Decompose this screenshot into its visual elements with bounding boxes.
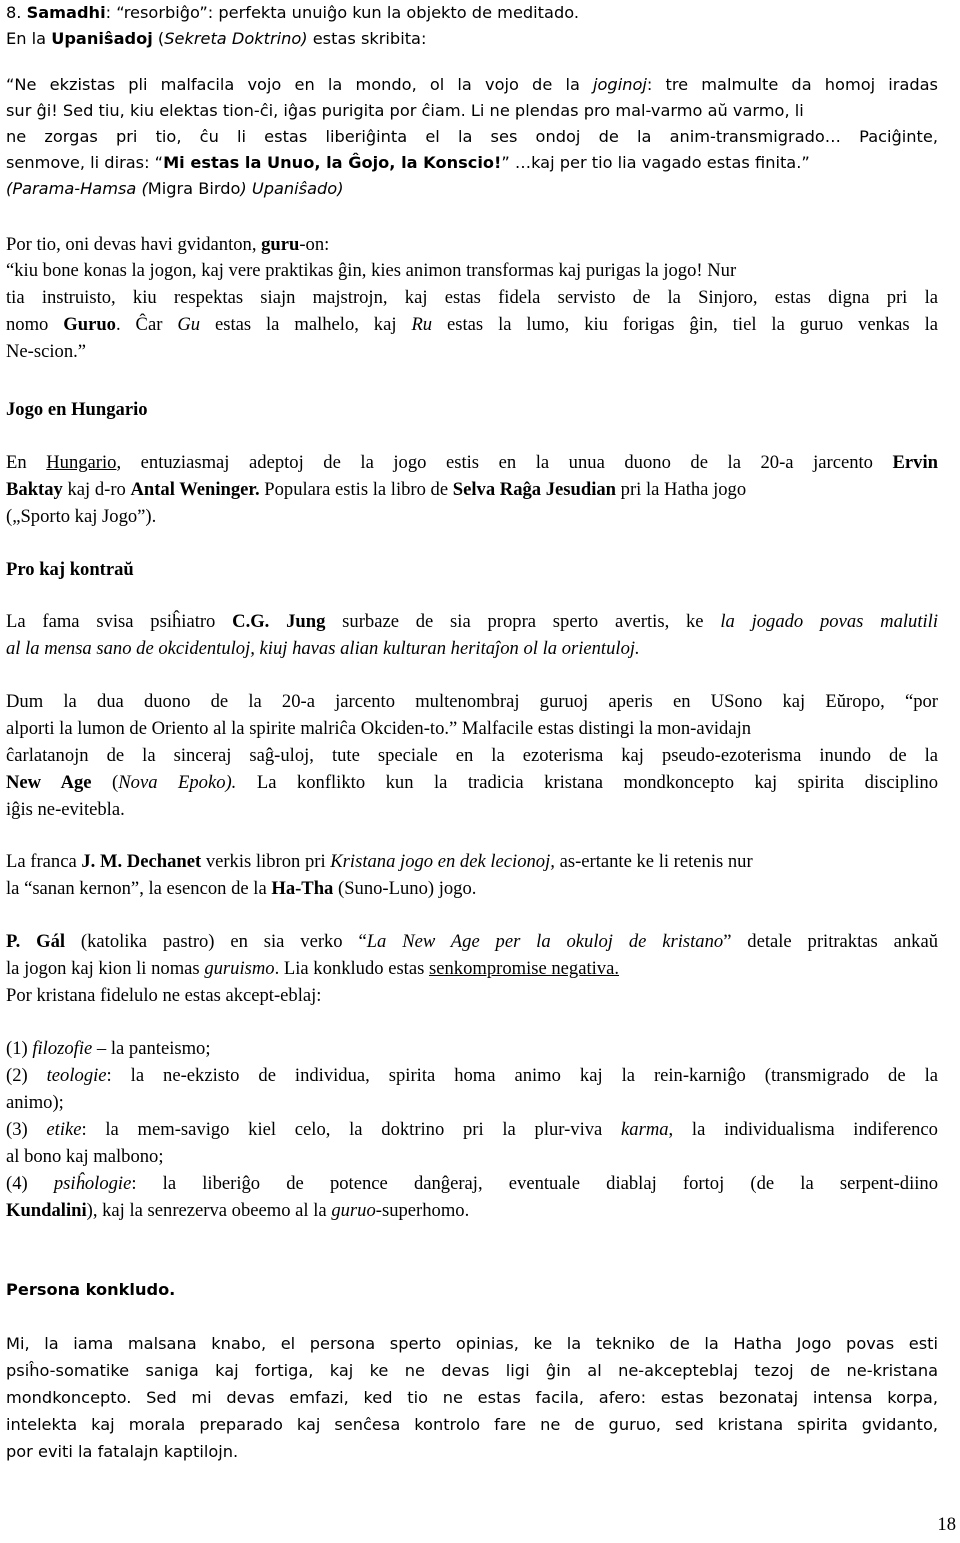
text-segment: (1)	[6, 1038, 33, 1059]
text-segment: teologie	[46, 1065, 107, 1086]
text-segment: La fama svisa psiĥiatro	[6, 611, 233, 632]
text-segment: La franca	[6, 851, 82, 872]
text-segment: intelekta kaj morala preparado kaj senĉesa kontrolo fare ne de guruo, sed kristana spirita gvidanto,	[6, 1415, 938, 1434]
text-segment: J. M. Dechanet	[81, 851, 202, 872]
text-line	[6, 312, 938, 339]
text-segment: En la	[6, 29, 52, 48]
text-segment: “Ne ekzistas pli malfacila vojo en la mondo, ol la vojo de la	[6, 75, 594, 94]
text-segment: Ru	[411, 314, 433, 335]
text-segment: (Parama-Hamsa (	[6, 179, 148, 198]
text-segment: ) Upaniŝado)	[240, 179, 344, 198]
text-segment: Kundalini	[6, 1200, 87, 1221]
text-line	[6, 1358, 938, 1385]
text-line	[6, 1198, 938, 1225]
text-segment: verkis libron pri	[201, 851, 331, 872]
text-segment: tia instruisto, kiu respektas siajn majstrojn, kaj estas fidela servisto de la Sinjoro, estas digna pri la	[6, 287, 938, 308]
text-segment: al bono kaj malbono;	[6, 1146, 164, 1167]
text-line	[6, 1090, 938, 1117]
text-line	[6, 232, 938, 259]
text-line	[6, 557, 938, 584]
text-segment: P. Gál	[6, 931, 66, 952]
text-segment: karma	[621, 1119, 669, 1140]
text-line	[6, 258, 938, 285]
text-line	[6, 609, 938, 636]
text-segment: la “sanan kernon”, la esencon de la	[6, 878, 272, 899]
text-segment: Persona konkludo.	[6, 1280, 176, 1299]
text-segment: Populara estis la libro de	[259, 479, 453, 500]
text-segment: : la liberiĝo de potence danĝeraj, eventuale diablaj fortoj (de la serpent-diino	[131, 1173, 938, 1194]
text-line	[6, 504, 938, 531]
text-segment: kaj d-ro	[62, 479, 131, 500]
text-line	[6, 477, 938, 504]
text-segment: ĉarlatanojn de la sinceraj saĝ-uloj, tute speciale en la ezoterisma kaj pseudo-ezoterisma inundo de la	[6, 745, 938, 766]
text-line	[6, 1331, 938, 1358]
text-segment: 8.	[6, 3, 27, 22]
text-line	[6, 72, 938, 99]
text-line	[6, 1171, 938, 1198]
text-segment: . Ĉar	[115, 314, 178, 335]
text-segment: En	[6, 452, 47, 473]
text-segment: ” detale pritraktas ankaŭ	[723, 931, 939, 952]
text-segment: , la individualisma indiferenco	[668, 1119, 938, 1140]
text-segment: (	[91, 772, 119, 793]
text-segment: as-ertante ke li retenis nur	[554, 851, 753, 872]
text-segment: ” …kaj per tio lia vagado estas finita.”	[501, 153, 810, 172]
text-segment: estas skribita:	[307, 29, 427, 48]
text-segment: psiĥologie	[53, 1173, 132, 1194]
text-segment: (3)	[6, 1119, 47, 1140]
text-line	[6, 26, 938, 53]
text-segment: : tre malmulte da homoj iradas	[646, 75, 938, 94]
text-line	[6, 797, 938, 824]
text-segment: : “resorbiĝo”: perfekta unuiĝo kun la objekto de meditado.	[105, 3, 579, 22]
text-segment: („Sporto kaj Jogo”).	[6, 506, 157, 527]
text-line	[6, 450, 938, 477]
text-segment: alporti la lumon de Oriento al la spirite malriĉa Okciden-to.” Malfacile estas distingi la mon-avidajn	[6, 718, 752, 739]
text-line	[6, 1277, 938, 1304]
text-line	[6, 1117, 938, 1144]
text-segment: senmove, li diras: “	[6, 153, 164, 172]
text-line	[6, 339, 938, 366]
text-segment: filozofie	[32, 1038, 93, 1059]
text-segment: ), kaj la senrezerva obeemo al la	[86, 1200, 332, 1221]
text-segment: psiĥo-somatike saniga kaj fortiga, kaj ke ne devas ligi ĝin al ne-akcepteblaj tezoj de ne-kristana	[6, 1361, 938, 1380]
text-segment: Mi estas la Unuo, la Ĝojo, la Konscio!	[163, 153, 502, 172]
text-segment: Por kristana fidelulo ne estas akcept-eblaj:	[6, 985, 322, 1006]
text-line	[6, 689, 938, 716]
text-segment: mondkoncepto. Sed mi devas emfazi, ked tio ne estas facila, afero: estas bezonataj intensa korpa,	[6, 1388, 938, 1407]
text-segment: etike	[46, 1119, 82, 1140]
text-line	[6, 1385, 938, 1412]
text-segment: – la panteismo;	[92, 1038, 211, 1059]
text-segment: animo);	[6, 1092, 64, 1113]
text-segment: Antal Weninger.	[130, 479, 260, 500]
text-segment: iĝis ne-evitebla.	[6, 799, 125, 820]
text-line	[6, 0, 938, 27]
text-segment: senkompromise negativa.	[428, 958, 620, 979]
text-segment: guru	[261, 234, 300, 255]
text-segment: Migra Birdo	[147, 179, 241, 198]
text-segment: la jogado povas malutili	[720, 611, 939, 632]
text-segment: Jogo en Hungario	[6, 399, 148, 420]
text-segment: Sekreta Doktrino)	[164, 29, 308, 48]
text-line	[6, 176, 938, 203]
text-line	[6, 636, 938, 663]
text-segment: (katolika pastro) en sia verko “	[65, 931, 367, 952]
text-segment: : la mem-savigo kiel celo, la doktrino pri la plur-viva	[81, 1119, 622, 1140]
text-segment: (2)	[6, 1065, 47, 1086]
text-segment: Gu	[177, 314, 201, 335]
text-segment: (4)	[6, 1173, 54, 1194]
text-segment: Ne-scion.”	[6, 341, 87, 362]
text-segment: . Lia konkludo estas	[274, 958, 429, 979]
text-segment: surbaze de sia propra sperto avertis, ke	[325, 611, 721, 632]
text-line	[6, 124, 938, 151]
text-line	[6, 929, 938, 956]
text-segment: “kiu bone konas la jogon, kaj vere praktikas ĝin, kies animon transformas kaj purigas la jogo! Nur	[6, 260, 737, 281]
text-segment: nomo	[6, 314, 64, 335]
text-segment: Jung	[286, 611, 326, 632]
text-segment: Samadhi	[26, 3, 106, 22]
text-segment: Hungario	[46, 452, 117, 473]
text-segment: C.G.	[232, 611, 270, 632]
text-segment: Kristana jogo en dek lecionoj,	[330, 851, 555, 872]
text-segment: -superhomo.	[375, 1200, 470, 1221]
text-segment: guruo	[331, 1200, 376, 1221]
text-line	[6, 743, 938, 770]
text-segment: : la ne-ekzisto de individua, spirita homa animo kaj la rein-karniĝo (transmigrado de la	[106, 1065, 938, 1086]
text-segment: Mi, la iama malsana knabo, el persona sperto opinias, ke la tekniko de la Hatha Jogo povas esti	[6, 1334, 938, 1353]
text-segment: la jogon kaj kion li nomas	[6, 958, 205, 979]
text-line	[6, 98, 938, 125]
text-line	[6, 983, 938, 1010]
text-segment: Guruo	[63, 314, 116, 335]
text-line	[6, 770, 938, 797]
text-segment: pri la Hatha jogo	[616, 479, 747, 500]
text-line	[6, 716, 938, 743]
page-number: 18	[937, 1514, 956, 1535]
text-segment: Por tio, oni devas havi gvidanton,	[6, 234, 262, 255]
text-segment: Ha-Tha	[271, 878, 334, 899]
text-segment: (Suno-Luno) jogo.	[333, 878, 477, 899]
text-segment: -on:	[299, 234, 330, 255]
text-segment: sur ĝi! Sed tiu, kiu elektas tion-ĉi, iĝas purigita por ĉiam. Li ne plendas pro mal-varmo aŭ varmo, li	[6, 101, 804, 120]
text-segment: Nova Epoko).	[118, 772, 237, 793]
text-segment: estas la malhelo, kaj	[200, 314, 412, 335]
text-line	[6, 1063, 938, 1090]
text-segment: guruismo	[204, 958, 275, 979]
text-line	[6, 150, 938, 177]
text-segment: estas la lumo, kiu forigas ĝin, tiel la guruo venkas la	[432, 314, 939, 335]
text-segment: (	[152, 29, 165, 48]
text-line	[6, 956, 938, 983]
text-segment: , entuziasmaj adeptoj de la jogo estis en la unua duono de la 20-a jarcento	[116, 452, 893, 473]
text-segment: Dum la dua duono de la 20-a jarcento multenombraj guruoj aperis en USono kaj Eŭropo, “por	[6, 691, 938, 712]
text-line	[6, 876, 938, 903]
text-segment: Pro kaj kontraŭ	[6, 559, 134, 580]
text-segment: Upaniŝadoj	[51, 29, 153, 48]
text-line	[6, 397, 938, 424]
text-segment: joginoj	[593, 75, 647, 94]
text-line	[6, 1439, 938, 1466]
text-segment: al la mensa sano de okcidentuloj, kiuj havas alian kulturan heritaĵon ol la orientuloj.	[6, 638, 640, 659]
text-line	[6, 849, 938, 876]
text-segment: Selva Raĝa Jesudian	[452, 479, 617, 500]
text-segment	[269, 611, 286, 632]
text-segment: Ervin	[892, 452, 938, 473]
text-segment: Baktay	[6, 479, 63, 500]
text-line	[6, 1036, 938, 1063]
text-segment: New Age	[6, 772, 92, 793]
text-segment: por eviti la fatalajn kaptilojn.	[6, 1442, 239, 1461]
text-segment: ne zorgas pri tio, ĉu li estas liberiĝinta el la ses ondoj de la anim-transmigrado… Paciĝinte,	[6, 127, 938, 146]
text-segment: La konflikto kun la tradicia kristana mondkoncepto kaj spirita disciplino	[236, 772, 938, 793]
text-line	[6, 1144, 938, 1171]
text-segment: La New Age per la okuloj de kristano	[366, 931, 724, 952]
text-line	[6, 285, 938, 312]
text-line	[6, 1412, 938, 1439]
